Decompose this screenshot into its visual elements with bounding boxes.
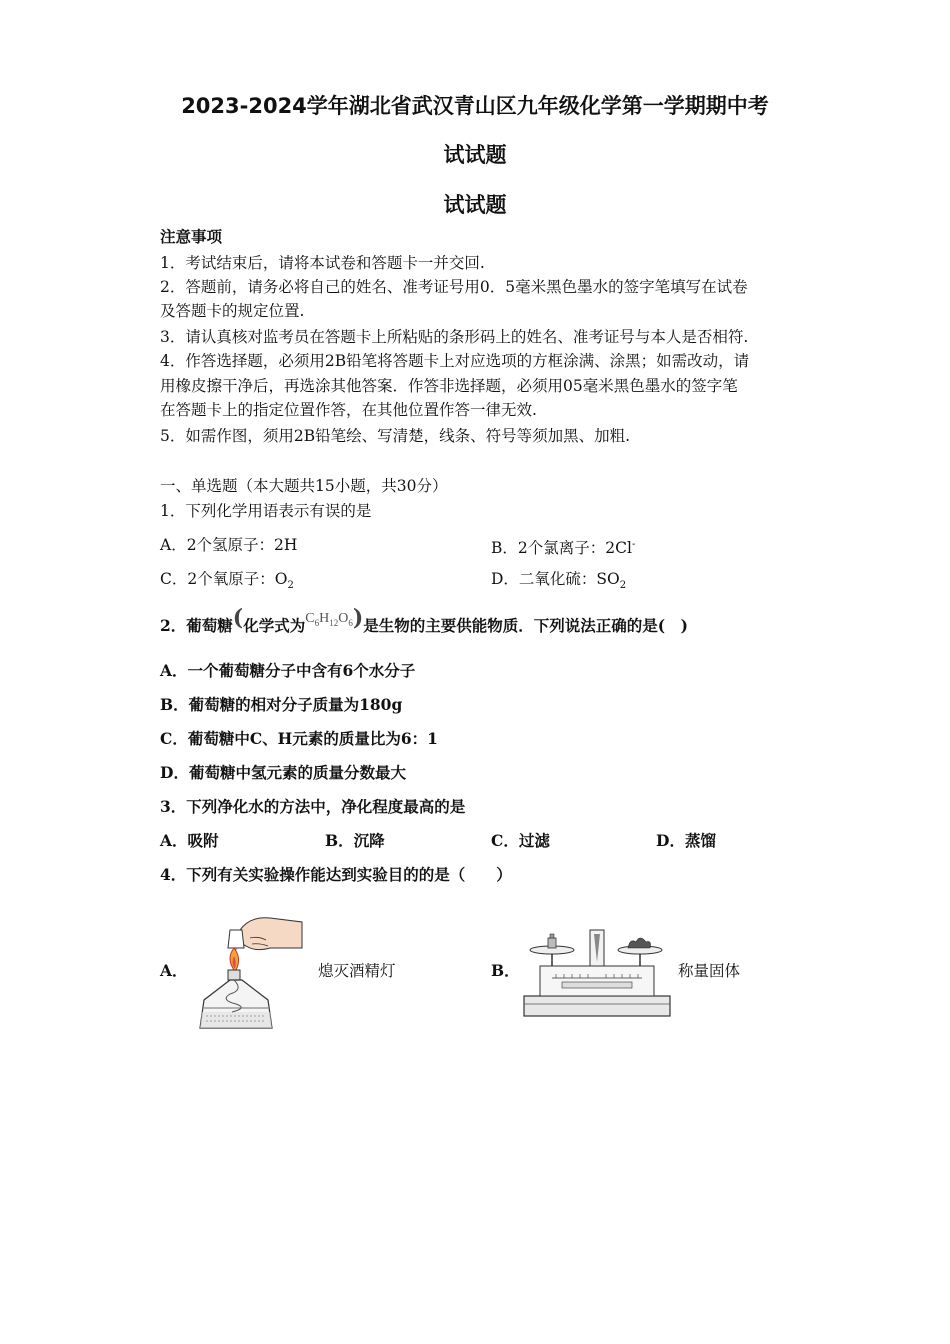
extinguish-alcohol-lamp-figure (190, 908, 305, 1033)
balance-scale-figure (522, 922, 672, 1020)
q2-stem-prefix: 2．葡萄糖 (160, 616, 233, 635)
notice-heading: 注意事项 (160, 227, 223, 246)
notice-line-4: 3．请认真核对监考员在答题卡上所粘贴的条形码上的姓名、准考证号与本人是否相符. (160, 328, 749, 346)
q1-option-d-sub: 2 (619, 580, 627, 592)
q4-option-b-caption: 称量固体 (678, 962, 741, 980)
q2-option-c: C．葡萄糖中C、H元素的质量比为6：1 (160, 729, 438, 748)
q1-option-c (160, 569, 294, 596)
q2-stem-suffix: 是生物的主要供能物质．下列说法正确的是( ) (363, 616, 688, 635)
q1-option-c-text: C．2个氧原子：O (160, 570, 288, 588)
formula-h-sub: 12 (329, 617, 339, 628)
q4-stem: 4．下列有关实验操作能达到实验目的的是（ ） (160, 865, 512, 884)
q4-option-a-label: A． (160, 961, 188, 980)
q1-option-c-sub: 2 (287, 580, 294, 592)
notice-line-3: 及答题卡的规定位置. (160, 302, 305, 320)
q3-option-c: C．过滤 (491, 831, 550, 850)
q1-option-b-sup: - (631, 539, 636, 550)
q2-option-d: D．葡萄糖中氢元素的质量分数最大 (160, 763, 406, 782)
q2-option-a: A．一个葡萄糖分子中含有6个水分子 (160, 661, 416, 680)
notice-line-7: 在答题卡上的指定位置作答，在其他位置作答一律无效. (160, 401, 537, 419)
section1-heading: 一、单选题（本大题共15小题，共30分） (160, 477, 448, 495)
formula-c-sub: 6 (314, 617, 320, 628)
q3-option-a: A．吸附 (160, 831, 219, 850)
q1-option-a: A．2个氢原子：2H (160, 536, 298, 554)
notice-line-5: 4．作答选择题，必须用2B铅笔将答题卡上对应选项的方框涂满、涂黑；如需改动，请 (160, 352, 750, 370)
q2-stem-mid: 化学式为 (243, 616, 306, 635)
notice-line-6: 用橡皮擦干净后，再选涂其他答案．作答非选择题，必须用05毫米黑色墨水的签字笔 (160, 377, 738, 395)
q1-option-b (491, 535, 635, 558)
exam-title-line2: 试试题 (443, 143, 507, 167)
notice-line-2: 2．答题前，请务必将自己的姓名、准考证号用0．5毫米黑色墨水的签字笔填写在试卷 (160, 278, 748, 296)
notice-line-8: 5．如需作图，须用2B铅笔绘、写清楚，线条、符号等须加黑、加粗. (160, 427, 631, 445)
formula-h: H (319, 611, 330, 626)
q4-option-a-caption: 熄灭酒精灯 (318, 962, 396, 980)
q1-option-b-text: B．2个氯离子：2Cl (491, 539, 632, 558)
exam-title-line3: 试试题 (443, 193, 507, 217)
q3-option-b: B．沉降 (325, 831, 385, 850)
formula-o-sub: 6 (348, 617, 353, 628)
q4-option-b-label: B． (491, 961, 520, 980)
q2-paren-close: ) (352, 605, 364, 631)
q1-stem: 1．下列化学用语表示有误的是 (160, 502, 372, 520)
formula-c: C (305, 611, 315, 626)
q2-option-b: B．葡萄糖的相对分子质量为180g (160, 695, 403, 714)
notice-line-1: 1．考试结束后，请将本试卷和答题卡一并交回. (160, 254, 485, 272)
q1-option-d (491, 569, 626, 596)
q2-stem (160, 605, 688, 642)
exam-title-line1: 2023-2024学年湖北省武汉青山区九年级化学第一学期期中考 (181, 94, 769, 118)
q2-paren-open: ( (232, 605, 244, 631)
q1-option-d-text: D．二氧化硫：SO (491, 570, 620, 588)
formula-o: O (338, 611, 349, 626)
glucose-formula (305, 611, 353, 626)
q3-stem: 3．下列净化水的方法中，净化程度最高的是 (160, 797, 466, 816)
q3-option-d: D．蒸馏 (656, 831, 716, 850)
